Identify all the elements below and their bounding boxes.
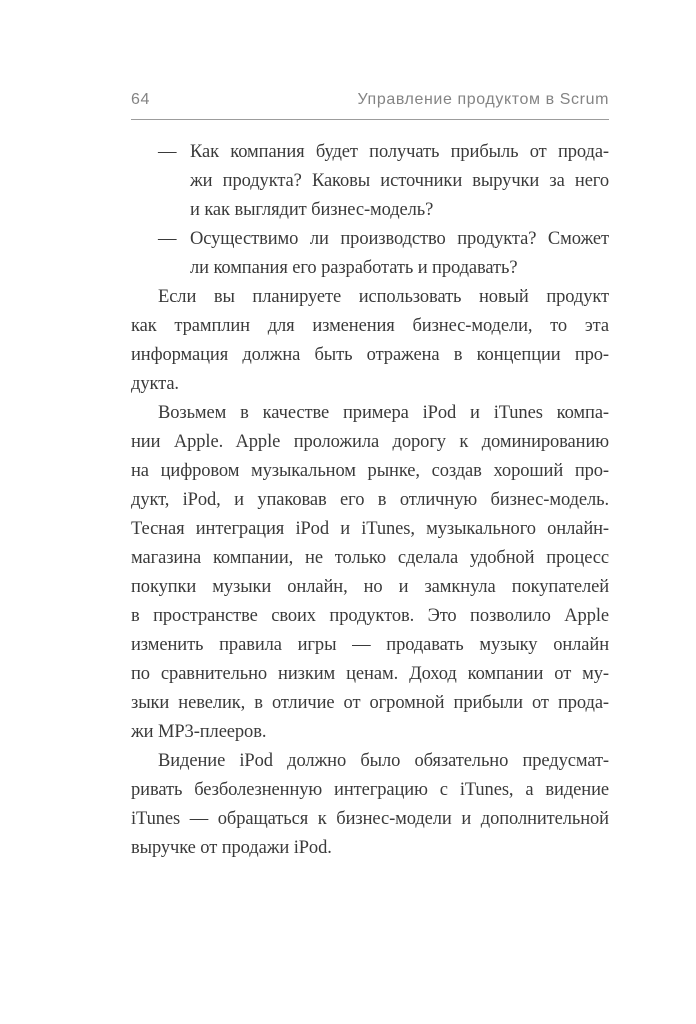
text-line: выручке от продажи iPod. [131,838,332,858]
text-line: в пространстве своих продуктов. Это позволило Apple [131,606,609,626]
text-line: жи MP3-плееров. [131,722,267,742]
list-item [131,138,609,225]
list-item-text [190,225,609,283]
paragraph [131,399,609,747]
running-title: Управление продуктом в Scrum [357,91,609,108]
text-line: как трамплин для изменения бизнес-модели, то эта [131,316,609,336]
text-line: Если вы планируете использовать новый продукт [158,287,609,307]
text-line: Возьмем в качестве примера iPod и iTunes компа- [158,403,609,423]
text-line: ривать безболезненную интеграцию с iTunes, а видение [131,780,609,800]
text-line: магазина компании, не только сделала удобной процесс [131,548,609,568]
page-header [131,90,609,119]
text-line: информация должна быть отражена в концепции про- [131,345,609,365]
text-line: и как выглядит бизнес-модель? [190,200,434,220]
text-line: Осуществимо ли производство продукта? Сможет [190,229,609,249]
text-line: зыки невелик, в отличие от огромной прибыли от прода- [131,693,609,713]
text-line: нии Apple. Apple проложила дорогу к доминированию [131,432,609,452]
text-line: покупки музыки онлайн, но и замкнула покупателей [131,577,609,597]
text-line: на цифровом музыкальном рынке, создав хороший про- [131,461,609,481]
text-line: Как компания будет получать прибыль от прода- [190,142,609,162]
text-line: ли компания его разработать и продавать? [190,258,518,278]
text-line: изменить правила игры — продавать музыку онлайн [131,635,609,655]
page-number: 64 [131,91,150,108]
list-item [131,225,609,283]
list-item-dash: — [158,142,177,162]
text-line: Видение iPod должно было обязательно предусмат- [158,751,609,771]
header-rule [131,119,609,120]
text-line: Тесная интеграция iPod и iTunes, музыкального онлайн- [131,519,609,539]
text-line: жи продукта? Каковы источники выручки за него [190,171,609,191]
text-line: по сравнительно низким ценам. Доход компании от му- [131,664,609,684]
page-body [131,138,609,863]
paragraph [131,747,609,863]
list-item-dash: — [158,229,177,249]
text-line: iTunes — обращаться к бизнес-модели и дополнительной [131,809,609,829]
text-line: дукта. [131,374,179,394]
list-item-text [190,138,609,225]
text-line: дукт, iPod, и упаковав его в отличную бизнес-модель. [131,490,609,510]
paragraph [131,283,609,399]
